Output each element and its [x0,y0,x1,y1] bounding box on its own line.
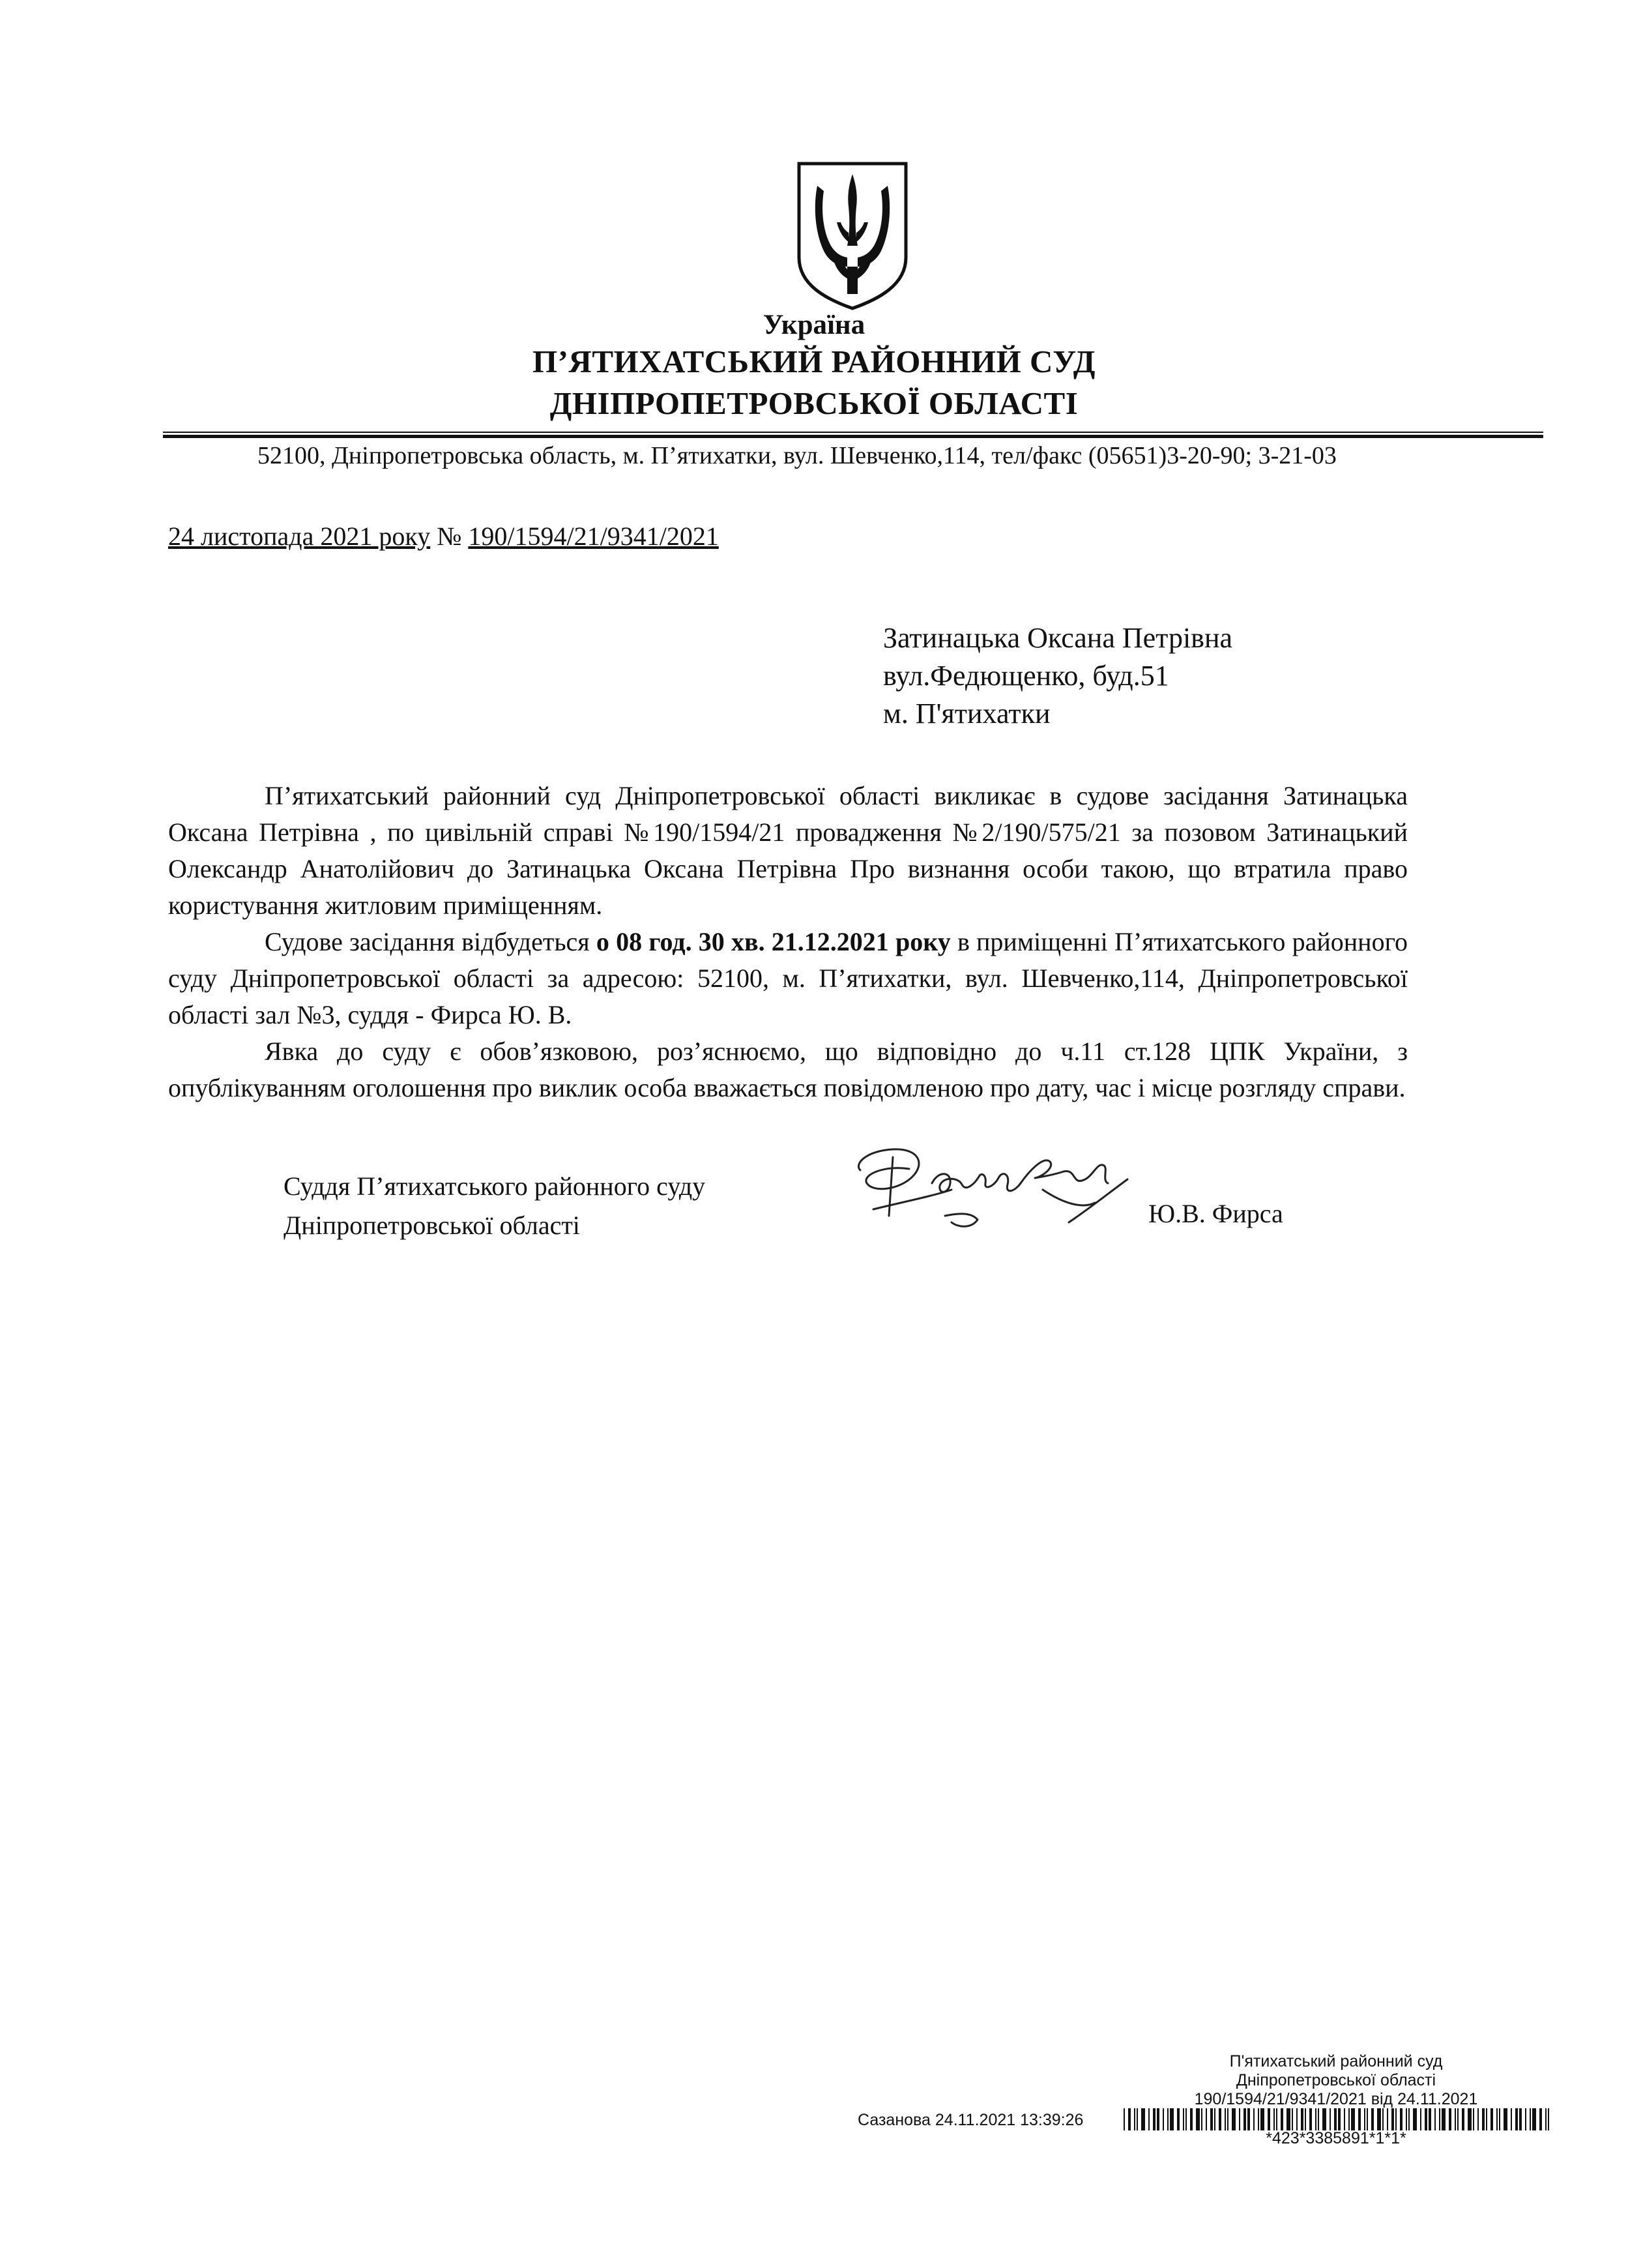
judge-name: Ю.В. Фирса [1148,1199,1283,1228]
court-name-line2: ДНІПРОПЕТРОВСЬКОЇ ОБЛАСТІ [549,385,1079,421]
registration-user-timestamp: Сазанова 24.11.2021 13:39:26 [858,2111,1084,2129]
summons-paragraph-2 [168,924,1408,1033]
recipient-city: м. П'ятихатки [883,698,1051,729]
summons-body [168,778,1408,1106]
hearing-datetime: о 08 год. 30 хв. 21.12.2021 року [596,927,951,956]
outgoing-number: 190/1594/21/9341/2021 [468,522,719,551]
header-divider-thin [163,432,1543,433]
header-divider-thick [163,435,1543,438]
hearing-location: в приміщенні П’ятихатського районного суду Дніпропетровської області за адресою: 52100, м. П’ятихатки, вул. Шевченко,114, Дніпропетровської області зал №3, суддя - Фирса Ю. В. [168,927,1408,1029]
outgoing-reference [168,521,719,552]
court-name-line1: П’ЯТИХАТСЬКИЙ РАЙОННИЙ СУД [532,344,1096,379]
recipient-name: Затинацька Оксана Петрівна [883,622,1233,654]
court-address: 52100, Дніпропетровська область, м. П’ятихатки, вул. Шевченко,114, тел/факс (05651)3-20-90; 3-21-03 [257,442,1337,469]
barcode-icon [1124,2108,1554,2130]
registration-region: Дніпропетровської області [1236,2071,1436,2089]
recipient-street: вул.Федющенко, буд.51 [883,660,1169,692]
country-name: Україна [763,310,865,340]
handwritten-signature [847,1131,1141,1242]
hearing-intro: Судове засідання відбудеться [265,927,596,956]
judge-position-line1: Суддя П’ятихатського районного суду [283,1171,706,1201]
coat-of-arms-icon [794,160,911,311]
barcode-code: *423*3385891*1*1* [1266,2129,1406,2147]
number-sign: № [437,522,462,551]
summons-paragraph-1: П’ятихатський районний суд Дніпропетровської області викликає в судове засідання Затинацька Оксана Петрівна , по цивільній справі №190/1594/21 провадження №2/190/575/21 за позовом Затинацький Олександр Анатолійович до Затинацька Оксана Петрівна Про визнання особи такою, що втратила право користування житловим приміщенням. [168,781,1408,920]
registration-number: 190/1594/21/9341/2021 від 24.11.2021 [1194,2090,1478,2108]
summons-paragraph-3: Явка до суду є обов’язковою, роз’яснюємо, що відповідно до ч.11 ст.128 ЦПК України, з опублікуванням оголошення про виклик особа вважається повідомленою про дату, час і місце розгляду справи. [168,1037,1408,1102]
recipient-block [883,619,1232,733]
judge-position [283,1167,705,1245]
judge-position-line2: Дніпропетровської області [283,1211,580,1240]
registration-court: П'ятихатський районний суд [1229,2052,1443,2070]
outgoing-date: 24 листопада 2021 року [168,522,431,551]
